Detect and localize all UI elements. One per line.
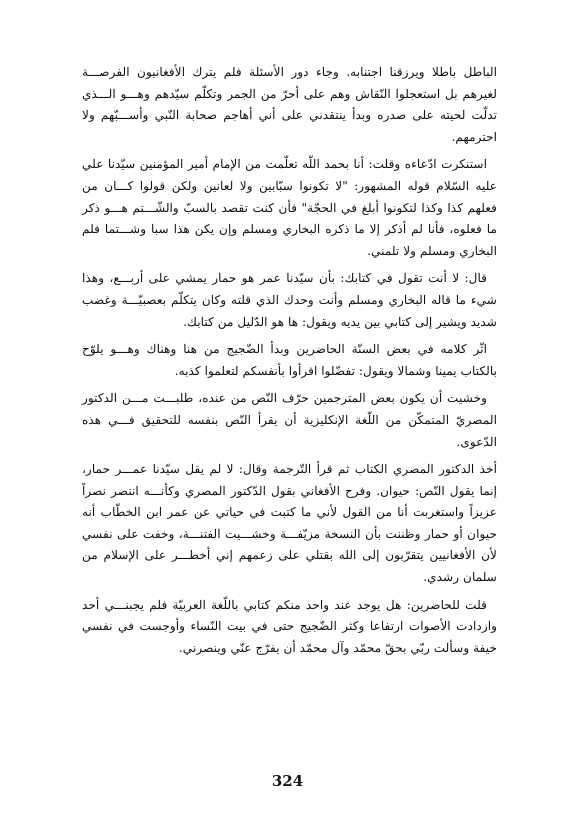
paragraph: استنكرت ادّعاءه وقلت: أنا بحمد اللّه تعلّمت من الإمام أمير المؤمنين سيّدنا علي عليه السّلام قوله المشهور: "لا تكونوا سبّابين ولا لعانين ولكن قولوا كـــان من فعلهم كذا وكذا لتكونوا أبلغ في الحجّة" فأن كنت تقصد بالسبّ والشّـــتم هـــو ذكر ما فعلوه، فأنا لم أذكر إلا ما ذكره البخاري ومسلم وإن يكن هذا سبا وشـــتما فلم البخاري ومسلم ولا تلمني. [82, 157, 497, 258]
page-number: 324 [271, 772, 304, 790]
paragraph: وخشيت أن يكون بعض المترجمين حرّف النّص من عنده، طلبـــت مـــن الدكتور المصريّ المتمكّن من اللّغة الإنكليزية أن يقرأ النّص بنفسه للتحقيق فـــي هذه الدّعوى. [82, 391, 497, 449]
paragraph: قلت للحاضرين: هل يوجد عند واحد منكم كتابي باللّغة العربيّة فلم يجبنـــي أحد وازدادت الأصوات ارتفاعا وكثر الضّجيج حتى في بيت النّساء وأوجست في نفسي خيفة وسألت ربّي بحقّ محمّد وآل محمّد أن يفرّج عنّي وينصرني. [82, 597, 497, 655]
paragraph: أخذ الدكتور المصري الكتاب ثم قرأ التّرجمة وقال: لا لم يقل سيّدنا عمـــر حمار، إنما يقول النّص: حيوان. وفرح الأفغاني بقول الدّكتور المصري وكأنـــه انتصر نصراً عزيزاً واستغربت أنا من القول لأني ما كتبت في حياتي عن عمر ابن الخطّاب أنه حيوان أو حمار وظننت بأن النسخة مزيّفـــة وخشـــيت الفتنـــة، وخفت على نفسي لأن الأفغانيين يتقرّبون إلى الله بقتلي على زعمهم إني أخطـــر على الإسلام من سلمان رشدي. [82, 462, 497, 585]
paragraph: اثّر كلامه في بعض السنّة الحاضرين وبدأ الضّجيج من هنا وهناك وهـــو يلوّح بالكتاب يمينا وشمالا ويقول: تفضّلوا اقرأوا بأنفسكم لتعلموا كذبه. [82, 342, 497, 378]
page-body [82, 62, 497, 665]
paragraph: الباطل باطلا ويرزقنا اجتنابه. وجاء دور الأسئلة فلم يترك الأفغانيون الفرصـــة لغيرهم بل استعجلوا النّقاش وهم على أحرّ من الجمر وتكلّم سيّدهم وهـــو الـــذي تدلّت لحيته على صدره وبدأ ينتقدني على أني أهاجم صحابة النّبي وأســـبّهم ولا احترمهم. [82, 65, 497, 144]
paragraph: قال: لا أنت تقول في كتابك: بأن سيّدنا عمر هو حمار يمشي على أربـــع، وهذا شيء ما قاله البخاري ومسلم وأنت وحدك الذي قلته وكان يتكلّم بعصبيّـــة وغضب شديد ويشير إلى كتابي بين يديه ويقول: ها هو الدّليل من كتابك. [82, 271, 497, 329]
